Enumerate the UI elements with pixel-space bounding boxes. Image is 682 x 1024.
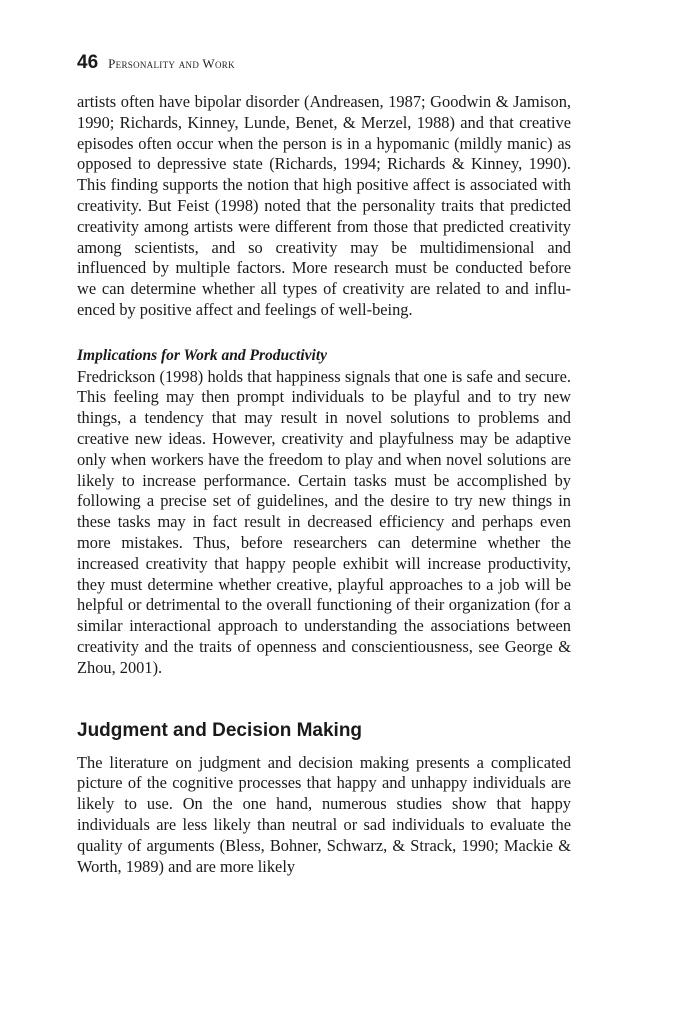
body-paragraph-implications: Fredrickson (1998) holds that happiness signals that one is safe and secure. This feeling may then prompt individuals to be playful and to try new things, a tendency that may result in novel solutions to problems and creative new ideas. However, creativity and playfulness may be adaptive only when workers have the freedom to play and when novel solutions are likely to increase performance. Certain tasks must be accomplished by following a precise set of guidelines, and the desire to try new things in these tasks may in fact result in decreased efficiency and perhaps even more mistakes. Thus, before researchers can determine whether the increased creativity that happy people exhibit will increase productivity, they must determine whether creative, playful approaches to a job will be helpful or detrimental to the overall functioning of their organization (for a similar interactional approach to understanding the associations between creativity and the traits of openness and conscientiousness, see George & Zhou, 2001). [77,366,571,677]
body-paragraph-judgment: The literature on judgment and decision making presents a complicated picture of the cognitive processes that happy and unhappy individuals are likely to use. On the one hand, numerous studies show that happy individuals are less likely than neutral or sad individuals to evaluate the quality of arguments (Bless, Bohner, Schwarz, & Strack, 1990; Mackie & Worth, 1989) and are more likely [77,752,571,876]
book-page [77,52,571,877]
running-title: Personality and Work [108,56,235,71]
section-heading-judgment: Judgment and Decision Making [77,719,363,741]
running-head [77,52,571,80]
subheading-implications: Implications for Work and Productivity [77,346,328,364]
page-number: 46 [77,52,99,73]
body-paragraph-creativity: artists often have bipolar disorder (Andreasen, 1987; Goodwin & Jamison, 1990; Richards, Kinney, Lunde, Benet, & Merzel, 1988) and that creative episodes often occur when the person is in a hypomanic (mildly manic) as opposed to depressive state (Richards, 1994; Richards & Kinney, 1990). This finding supports the notion that high positive affect is associated with creativity. But Feist (1998) noted that the personality traits that predicted creativity among artists were different from those that predicted creativity among scientists, and so creativity may be multidimensional and influenced by multiple factors. More research must be conducted before we can determine whether all types of creativity are related to and influenced by positive affect and feelings of well-being. [77,92,571,319]
